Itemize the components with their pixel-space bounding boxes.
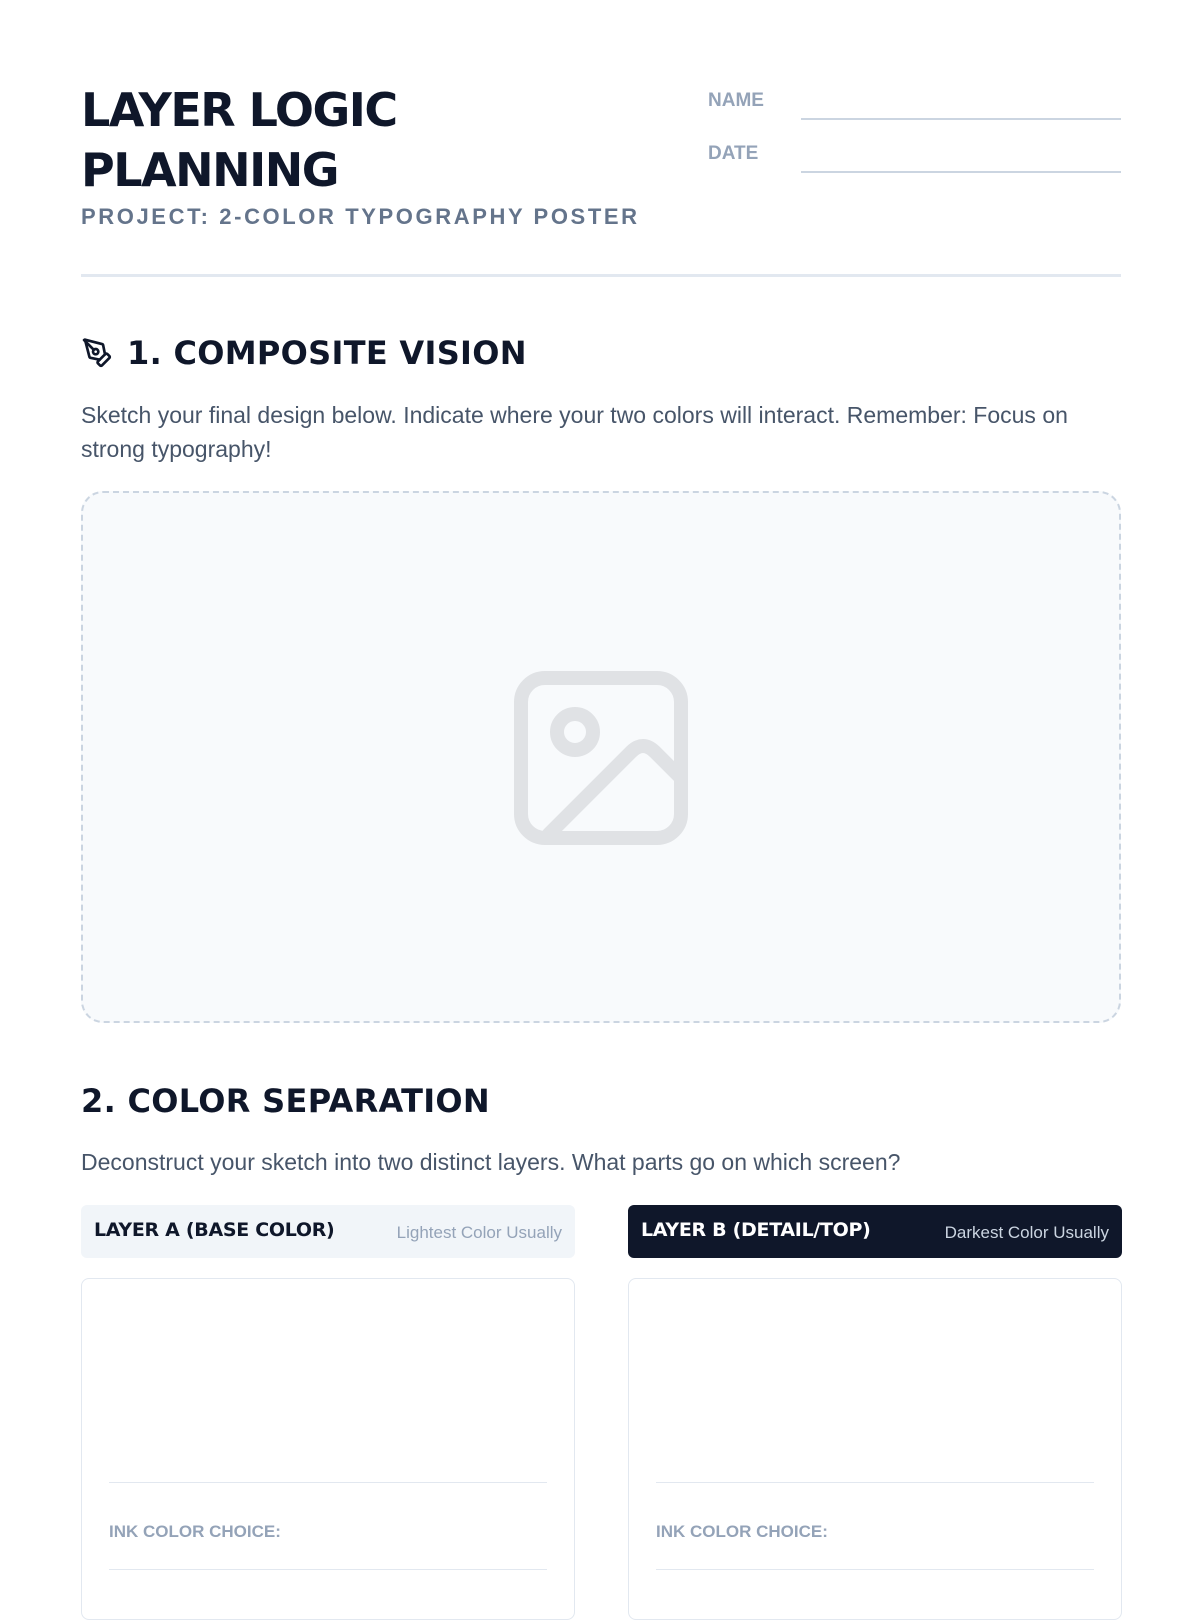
section-1-description: Sketch your final design below. Indicate where your two colors will interact. Remember: Focus on strong typography! xyxy=(81,402,1068,462)
date-input-line[interactable] xyxy=(801,171,1121,173)
layer-b-panel xyxy=(628,1205,1122,1541)
layer-b-divider xyxy=(656,1482,1094,1483)
layer-b-ink-label: INK COLOR CHOICE: xyxy=(656,1522,828,1541)
student-info-fields xyxy=(708,88,1121,194)
layer-b-ink-line[interactable] xyxy=(656,1569,1094,1570)
layer-b-sketch-box[interactable] xyxy=(628,1278,1122,1620)
page-title-line-2: PLANNING xyxy=(81,143,338,197)
page-title xyxy=(81,80,641,200)
layer-a-sketch-box[interactable] xyxy=(81,1278,575,1620)
composite-sketch-area[interactable] xyxy=(81,491,1121,1023)
section-1-title: 1. COMPOSITE VISION xyxy=(127,334,527,372)
page-title-line-1: LAYER LOGIC xyxy=(81,83,397,137)
worksheet-header xyxy=(81,80,1121,275)
name-input-line[interactable] xyxy=(801,118,1121,120)
section-2-description: Deconstruct your sketch into two distinct layers. What parts go on which screen? xyxy=(81,1149,901,1175)
pen-tool-icon xyxy=(81,337,113,369)
section-1-heading xyxy=(81,334,527,372)
header-divider xyxy=(81,274,1121,277)
layer-a-ink-line[interactable] xyxy=(109,1569,547,1570)
date-field xyxy=(708,141,1121,194)
date-label: DATE xyxy=(708,143,759,164)
layer-a-panel xyxy=(81,1205,575,1541)
layer-a-title: LAYER A (BASE COLOR) xyxy=(94,1219,335,1241)
image-placeholder-icon xyxy=(513,670,689,846)
layer-b-header xyxy=(628,1205,1122,1258)
layer-b-title: LAYER B (DETAIL/TOP) xyxy=(641,1219,871,1241)
layer-b-hint: Darkest Color Usually xyxy=(944,1223,1109,1242)
worksheet-page xyxy=(81,0,1121,1600)
layer-a-ink-label: INK COLOR CHOICE: xyxy=(109,1522,281,1541)
layer-a-hint: Lightest Color Usually xyxy=(396,1223,562,1242)
section-2-heading: 2. COLOR SEPARATION xyxy=(81,1082,491,1120)
project-subtitle: PROJECT: 2-COLOR TYPOGRAPHY POSTER xyxy=(81,204,640,229)
layer-a-header xyxy=(81,1205,575,1258)
layer-a-divider xyxy=(109,1482,547,1483)
name-label: NAME xyxy=(708,90,764,111)
name-field xyxy=(708,88,1121,141)
